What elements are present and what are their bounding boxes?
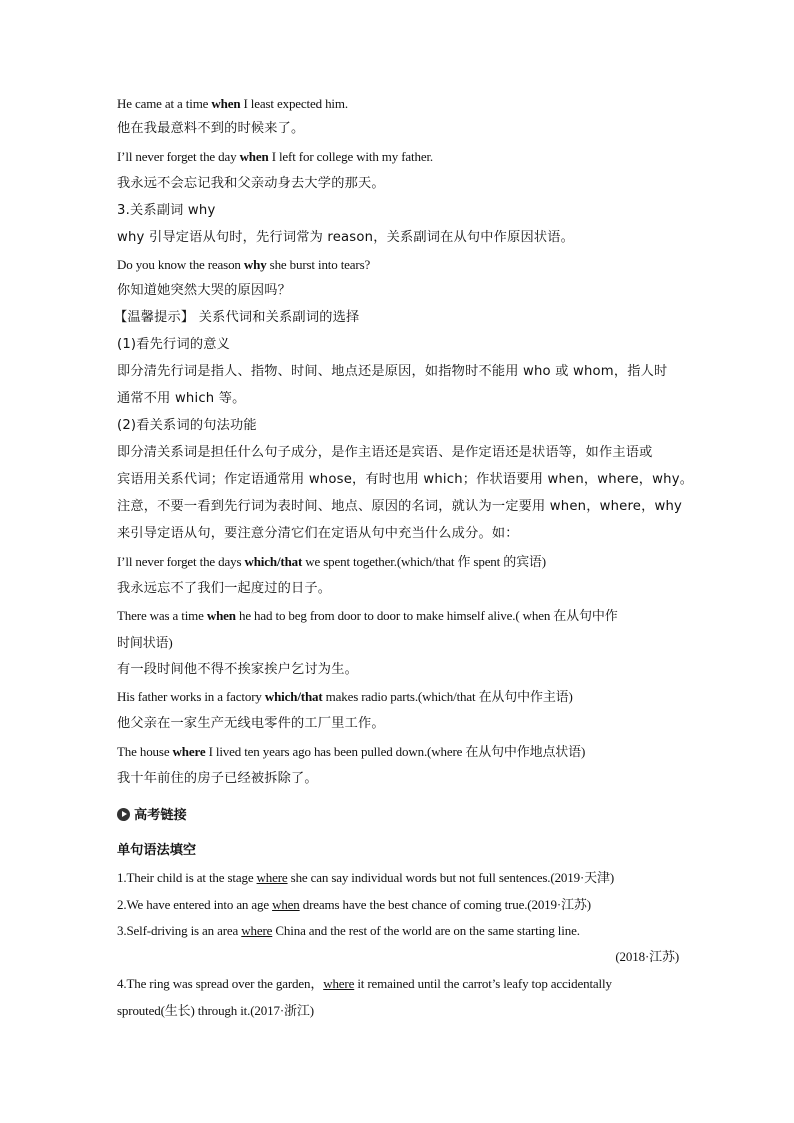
example-sentence: His father works in a factory which/that makes radio parts.(which/that 在从句中作主语) (117, 689, 573, 704)
keyword: why (243, 257, 267, 272)
question-source: (2018·江苏) (615, 949, 679, 964)
keyword: when (211, 96, 241, 111)
exercise-heading: 单句语法填空 (117, 843, 197, 858)
exercise-question: 1.Their child is at the stage where she can say individual words but not full sentences.(2019·天津) (117, 870, 615, 885)
example-translation: 你知道她突然大哭的原因吗？ (117, 283, 292, 298)
example-translation: 他父亲在一家生产无线电零件的工厂里工作。 (117, 716, 385, 731)
answer-blank: where (256, 870, 288, 885)
example-translation: 他在我最意料不到的时候来了。 (117, 121, 305, 136)
tip-text: 注意，不要一看到先行词为表时间、地点、原因的名词，就认为一定要用 when，where，why (117, 499, 683, 514)
keyword: when (239, 149, 269, 164)
tip-text: 即分清关系词是担任什么句子成分，是作主语还是宾语、是作定语还是状语等，如作主语或 (117, 445, 653, 460)
keyword: when (206, 608, 236, 623)
exercise-question: 2.We have entered into an age when dreams have the best chance of coming true.(2019·江苏) (117, 897, 591, 912)
exercise-question: 4.The ring was spread over the garden，where it remained until the carrot’s leafy top accidentally (117, 976, 612, 991)
exercise-question-cont: sprouted(生长) through it.(2017·浙江) (117, 1003, 314, 1018)
example-sentence: I’ll never forget the days which/that we spent together.(which/that 作 spent 的宾语) (117, 554, 546, 569)
section-link-heading: 高考链接 (117, 807, 187, 825)
answer-blank: where (323, 976, 355, 991)
rule-description: why 引导定语从句时，先行词常为 reason，关系副词在从句中作原因状语。 (117, 230, 575, 245)
example-translation: 我十年前住的房子已经被拆除了。 (117, 771, 318, 786)
section-heading-why: 3.关系副词 why (117, 203, 216, 218)
tip-point-title: (2)看关系词的句法功能 (117, 418, 257, 433)
keyword: which/that (264, 689, 323, 704)
tip-text: 宾语用关系代词；作定语通常用 whose，有时也用 which；作状语要用 when，where，why。 (117, 472, 694, 487)
exercise-question: 3.Self-driving is an area where China and the rest of the world are on the same starting line. (117, 923, 580, 938)
example-sentence: The house where I lived ten years ago has been pulled down.(where 在从句中作地点状语) (117, 744, 586, 759)
example-translation: 有一段时间他不得不挨家挨户乞讨为生。 (117, 662, 358, 677)
tip-title: 【温馨提示】 关系代词和关系副词的选择 (114, 310, 360, 325)
keyword: which/that (244, 554, 303, 569)
example-sentence-cont: 时间状语) (117, 635, 173, 650)
keyword: where (172, 744, 206, 759)
example-translation: 我永远忘不了我们一起度过的日子。 (117, 581, 332, 596)
example-sentence: Do you know the reason why she burst into tears? (117, 257, 371, 272)
example-sentence: I’ll never forget the day when I left for college with my father. (117, 149, 434, 164)
tip-text: 即分清先行词是指人、指物、时间、地点还是原因，如指物时不能用 who 或 whom，指人时 (117, 364, 668, 379)
example-sentence: He came at a time when I least expected him. (117, 96, 348, 111)
tip-text: 通常不用 which 等。 (117, 391, 246, 406)
play-circle-icon (117, 808, 130, 821)
example-translation: 我永远不会忘记我和父亲动身去大学的那天。 (117, 176, 385, 191)
tip-point-title: (1)看先行词的意义 (117, 337, 230, 352)
example-sentence: There was a time when he had to beg from door to door to make himself alive.( when 在从句中作 (117, 608, 618, 623)
answer-blank: where (241, 923, 273, 938)
answer-blank: when (272, 897, 300, 912)
tip-text: 来引导定语从句，要注意分清它们在定语从句中充当什么成分。如： (117, 526, 519, 541)
